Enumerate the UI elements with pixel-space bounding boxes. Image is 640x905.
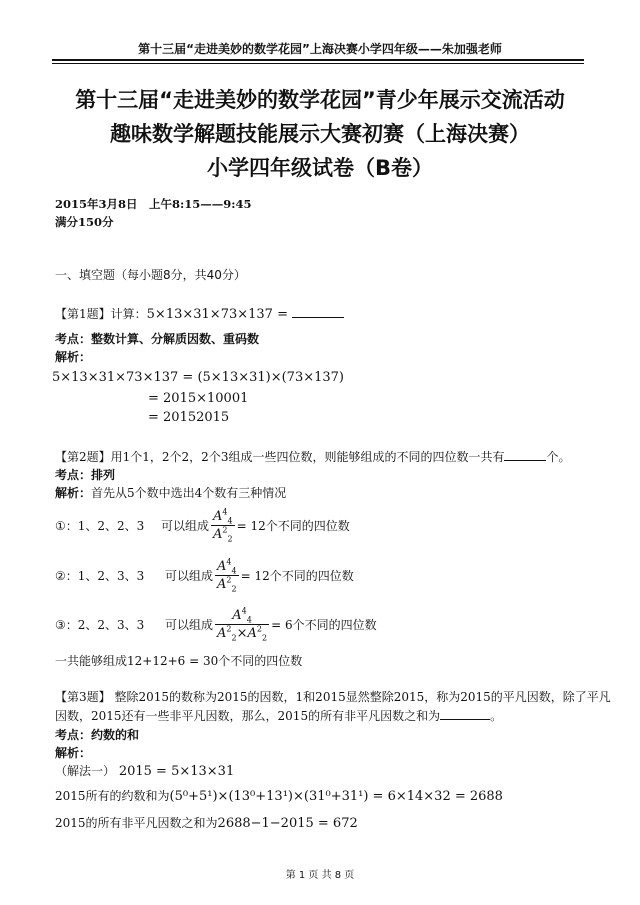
question-1 bbox=[55, 305, 344, 322]
title-line-3: 小学四年级试卷（B卷） bbox=[206, 156, 433, 180]
permutation-fraction: $\frac{A^4_4}{A^2_2}$ bbox=[217, 557, 237, 594]
kaodian-value: 整数计算、分解质因数、重码数 bbox=[91, 332, 260, 346]
divisor-sum-line bbox=[55, 787, 503, 804]
case-2-result: = 12个不同的四位数 bbox=[240, 569, 354, 583]
case-1-result: = 12个不同的四位数 bbox=[236, 519, 350, 533]
divisor-sum-expression: (5⁰+5¹)×(13⁰+13¹)×(31⁰+31¹) = 6×14×32 = 2688 bbox=[169, 789, 503, 804]
kaodian-value: 排列 bbox=[91, 468, 116, 482]
question-2-kaodian bbox=[55, 466, 115, 483]
title-line-2: 趣味数学解题技能展示大赛初赛（上海决赛） bbox=[110, 122, 530, 146]
question-3-kaodian bbox=[55, 726, 139, 743]
jiexi-intro: 首先从5个数中选出4个数有三种情况 bbox=[91, 486, 287, 500]
permutation-fraction: $\frac{A^4_4}{A^2_2}$ bbox=[213, 507, 233, 544]
question-3-suffix: 。 bbox=[490, 709, 503, 723]
solution-line: = 20152015 bbox=[148, 410, 230, 425]
kaodian-label: 考点： bbox=[55, 468, 92, 482]
case-2-text: 可以组成 bbox=[165, 569, 214, 583]
kaodian-label: 考点： bbox=[55, 332, 92, 346]
method-line bbox=[55, 762, 234, 779]
jiexi-label: 解析： bbox=[55, 486, 92, 500]
nontrivial-sum-line bbox=[55, 814, 358, 831]
case-3-text: 可以组成 bbox=[165, 618, 214, 632]
header-rule-thick bbox=[52, 59, 584, 61]
full-score: 满分150分 bbox=[55, 215, 114, 229]
question-3-line-2 bbox=[55, 707, 502, 724]
question-3-prompt-2: 因数，2015还有一些非平凡因数，那么，2015的所有非平凡因数之和为 bbox=[55, 709, 441, 723]
running-header: 第十三届“走进美妙的数学花园”上海决赛小学四年级——朱加强老师 bbox=[138, 42, 502, 56]
question-3-label: 【第3题】 bbox=[55, 690, 111, 704]
question-1-jiexi-label: 解析： bbox=[55, 350, 92, 364]
case-1-text: 可以组成 bbox=[161, 519, 210, 533]
nontrivial-sum-expression: 2688−1−2015 = 672 bbox=[217, 816, 358, 831]
question-3-jiexi-label: 解析： bbox=[55, 746, 92, 760]
question-3-line-1 bbox=[55, 688, 611, 705]
question-1-prompt: 计算： bbox=[110, 307, 147, 321]
answer-blank bbox=[504, 448, 546, 461]
nontrivial-sum-prefix: 2015的所有非平凡因数之和为 bbox=[55, 816, 218, 830]
header-rule-thin bbox=[52, 63, 584, 64]
question-2-label: 【第2题】 bbox=[55, 450, 111, 464]
question-2-jiexi bbox=[55, 484, 286, 501]
section-heading: 一、填空题（每小题8分，共40分） bbox=[55, 268, 246, 282]
question-1-label: 【第1题】 bbox=[55, 307, 111, 321]
question-1-expression: 5×13×31×73×137 = bbox=[146, 307, 288, 322]
solution-line: = 2015×10001 bbox=[148, 391, 249, 406]
case-1 bbox=[55, 507, 350, 544]
page-number: 第 1 页 共 8 页 bbox=[285, 870, 355, 881]
title-line-1: 第十三届“走进美妙的数学花园”青少年展示交流活动 bbox=[75, 88, 565, 112]
answer-blank bbox=[292, 305, 344, 318]
case-2-digits: ②：1、2、3、3 bbox=[55, 569, 145, 583]
question-1-kaodian bbox=[55, 330, 259, 347]
kaodian-value: 约数的和 bbox=[91, 728, 140, 742]
permutation-fraction: $\frac{A^4_4}{A^2_2\times A^2_2}$ bbox=[217, 606, 268, 643]
case-3-digits: ③：2、2、3、3 bbox=[55, 618, 145, 632]
case-3-result: = 6个不同的四位数 bbox=[271, 618, 377, 632]
exam-date-time: 2015年3月8日 上午8:15——9:45 bbox=[55, 197, 252, 211]
question-3-prompt-1: 整除2015的数称为2015的因数，1和2015显然整除2015，称为2015的平凡因数，除了平凡 bbox=[114, 690, 611, 704]
question-2 bbox=[55, 448, 570, 465]
kaodian-label: 考点： bbox=[55, 728, 92, 742]
divisor-sum-prefix: 2015所有的约数和为 bbox=[55, 789, 170, 803]
case-2 bbox=[55, 557, 354, 594]
method-label: （解法一） bbox=[55, 764, 116, 778]
question-2-prompt: 用1个1，2个2，2个3组成一些四位数，则能够组成的不同的四位数一共有 bbox=[110, 450, 505, 464]
case-1-digits: ①：1、2、2、3 bbox=[55, 519, 145, 533]
question-2-suffix: 个。 bbox=[546, 450, 571, 464]
answer-blank bbox=[440, 707, 490, 720]
factorization: 2015 = 5×13×31 bbox=[118, 764, 235, 779]
solution-line: 5×13×31×73×137 = (5×13×31)×(73×137) bbox=[52, 370, 345, 385]
question-2-total: 一共能够组成12+12+6 = 30个不同的四位数 bbox=[55, 654, 303, 668]
case-3 bbox=[55, 606, 377, 643]
